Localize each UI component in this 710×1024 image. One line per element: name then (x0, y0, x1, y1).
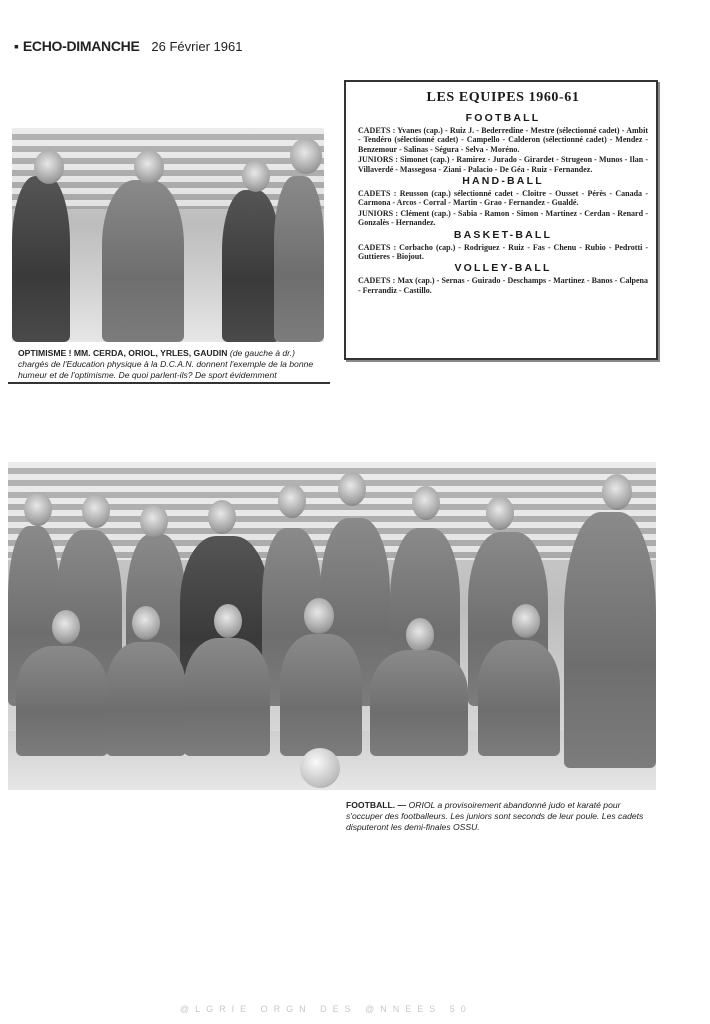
top-photo-caption (18, 348, 324, 381)
caption-rule (8, 382, 330, 384)
roster-entry (358, 155, 648, 174)
roster-category: CADETS : (358, 189, 397, 199)
teams-title: LES EQUIPES 1960-61 (426, 90, 580, 105)
sport-volleyball: VOLLEY-BALL (454, 262, 552, 275)
sport-basketball: BASKET-BALL (453, 228, 553, 241)
watermark: @LGRIE ORGN DES @NNEES 50 (180, 1004, 472, 1014)
top-caption-body: (de gauche à dr.) chargés de l'Education physique à la D.C.A.N. donnent l'exemple de la bonne humeur et de l'optimisme. De quoi parlent-ils? De sport évidemment (18, 348, 314, 380)
roster-category: JUNIORS : (358, 155, 398, 165)
roster-entry (358, 126, 648, 154)
bottom-caption-lead: FOOTBALL. — (346, 800, 407, 810)
newspaper-name: ECHO-DIMANCHE (22, 38, 140, 54)
bottom-caption-body: ORIOL a provisoirement abandonné judo et karaté pour s'occuper des footballeurs. Les juniors sont seconds de leur poule. Les cadets disputeront les demi-finales OSSU. (346, 800, 644, 832)
roster-names: Simonet (cap.) - Ramirez - Jurado - Girardet - Strugeon - Munos - Ilan - Villaverdé - Massegosa - Ziani - Palacio - De Géa - Ruiz - Fernandez. (358, 155, 648, 174)
roster-names: Reusson (cap.) sélectionné cadet - Cloitre - Ousset - Pérès - Canada - Carmona - Arcos - Corral - Martin - Grao - Fernandez - Gualdé. (358, 189, 648, 208)
roster-names: Clément (cap.) - Sabia - Ramon - Simon - Martinez - Cerdan - Renard - Gonzalès - Hernandez. (358, 208, 648, 228)
teams-box (344, 80, 658, 360)
roster-category: CADETS : (358, 126, 396, 135)
roster-names: Yvanes (cap.) - Ruiz J. - Bederredine - Mestre (sélectionné cadet) - Ambit - Tendéro (sélectionné cadet) - Campello - Calderon (sélectionné cadet) - Mendez - Benzemour - Salinas - Ségura - Selva - Moréno. (358, 126, 649, 154)
roster-names: Max (cap.) - Sernas - Guirado - Deschamps - Martinez - Banos - Calpena - Ferrandiz - Castillo. (358, 276, 648, 295)
team-photo-caption (346, 800, 652, 833)
roster-entry (358, 189, 648, 208)
issue-date: 26 Février 1961 (151, 39, 243, 54)
roster-category: CADETS : (358, 242, 397, 252)
roster-category: JUNIORS : (358, 208, 399, 218)
football-ball (300, 748, 340, 788)
bullet-mark: ▪ (14, 38, 23, 54)
roster-entry (358, 243, 648, 262)
top-caption-lead: OPTIMISME ! MM. CERDA, ORIOL, YRLES, GAUDIN (18, 348, 228, 358)
masthead (14, 38, 242, 54)
top-photo (12, 128, 324, 342)
roster-names: Corbacho (cap.) - Rodriguez - Ruiz - Fas - Chenu - Rubio - Pedrotti - Guttieres - Biojout. (358, 242, 649, 262)
roster-entry (358, 276, 648, 295)
sport-handball: HAND-BALL (462, 175, 544, 188)
roster-category: CADETS : (358, 276, 396, 286)
sport-football: FOOTBALL (465, 112, 541, 124)
roster-entry (358, 209, 648, 228)
team-photo (8, 462, 656, 790)
